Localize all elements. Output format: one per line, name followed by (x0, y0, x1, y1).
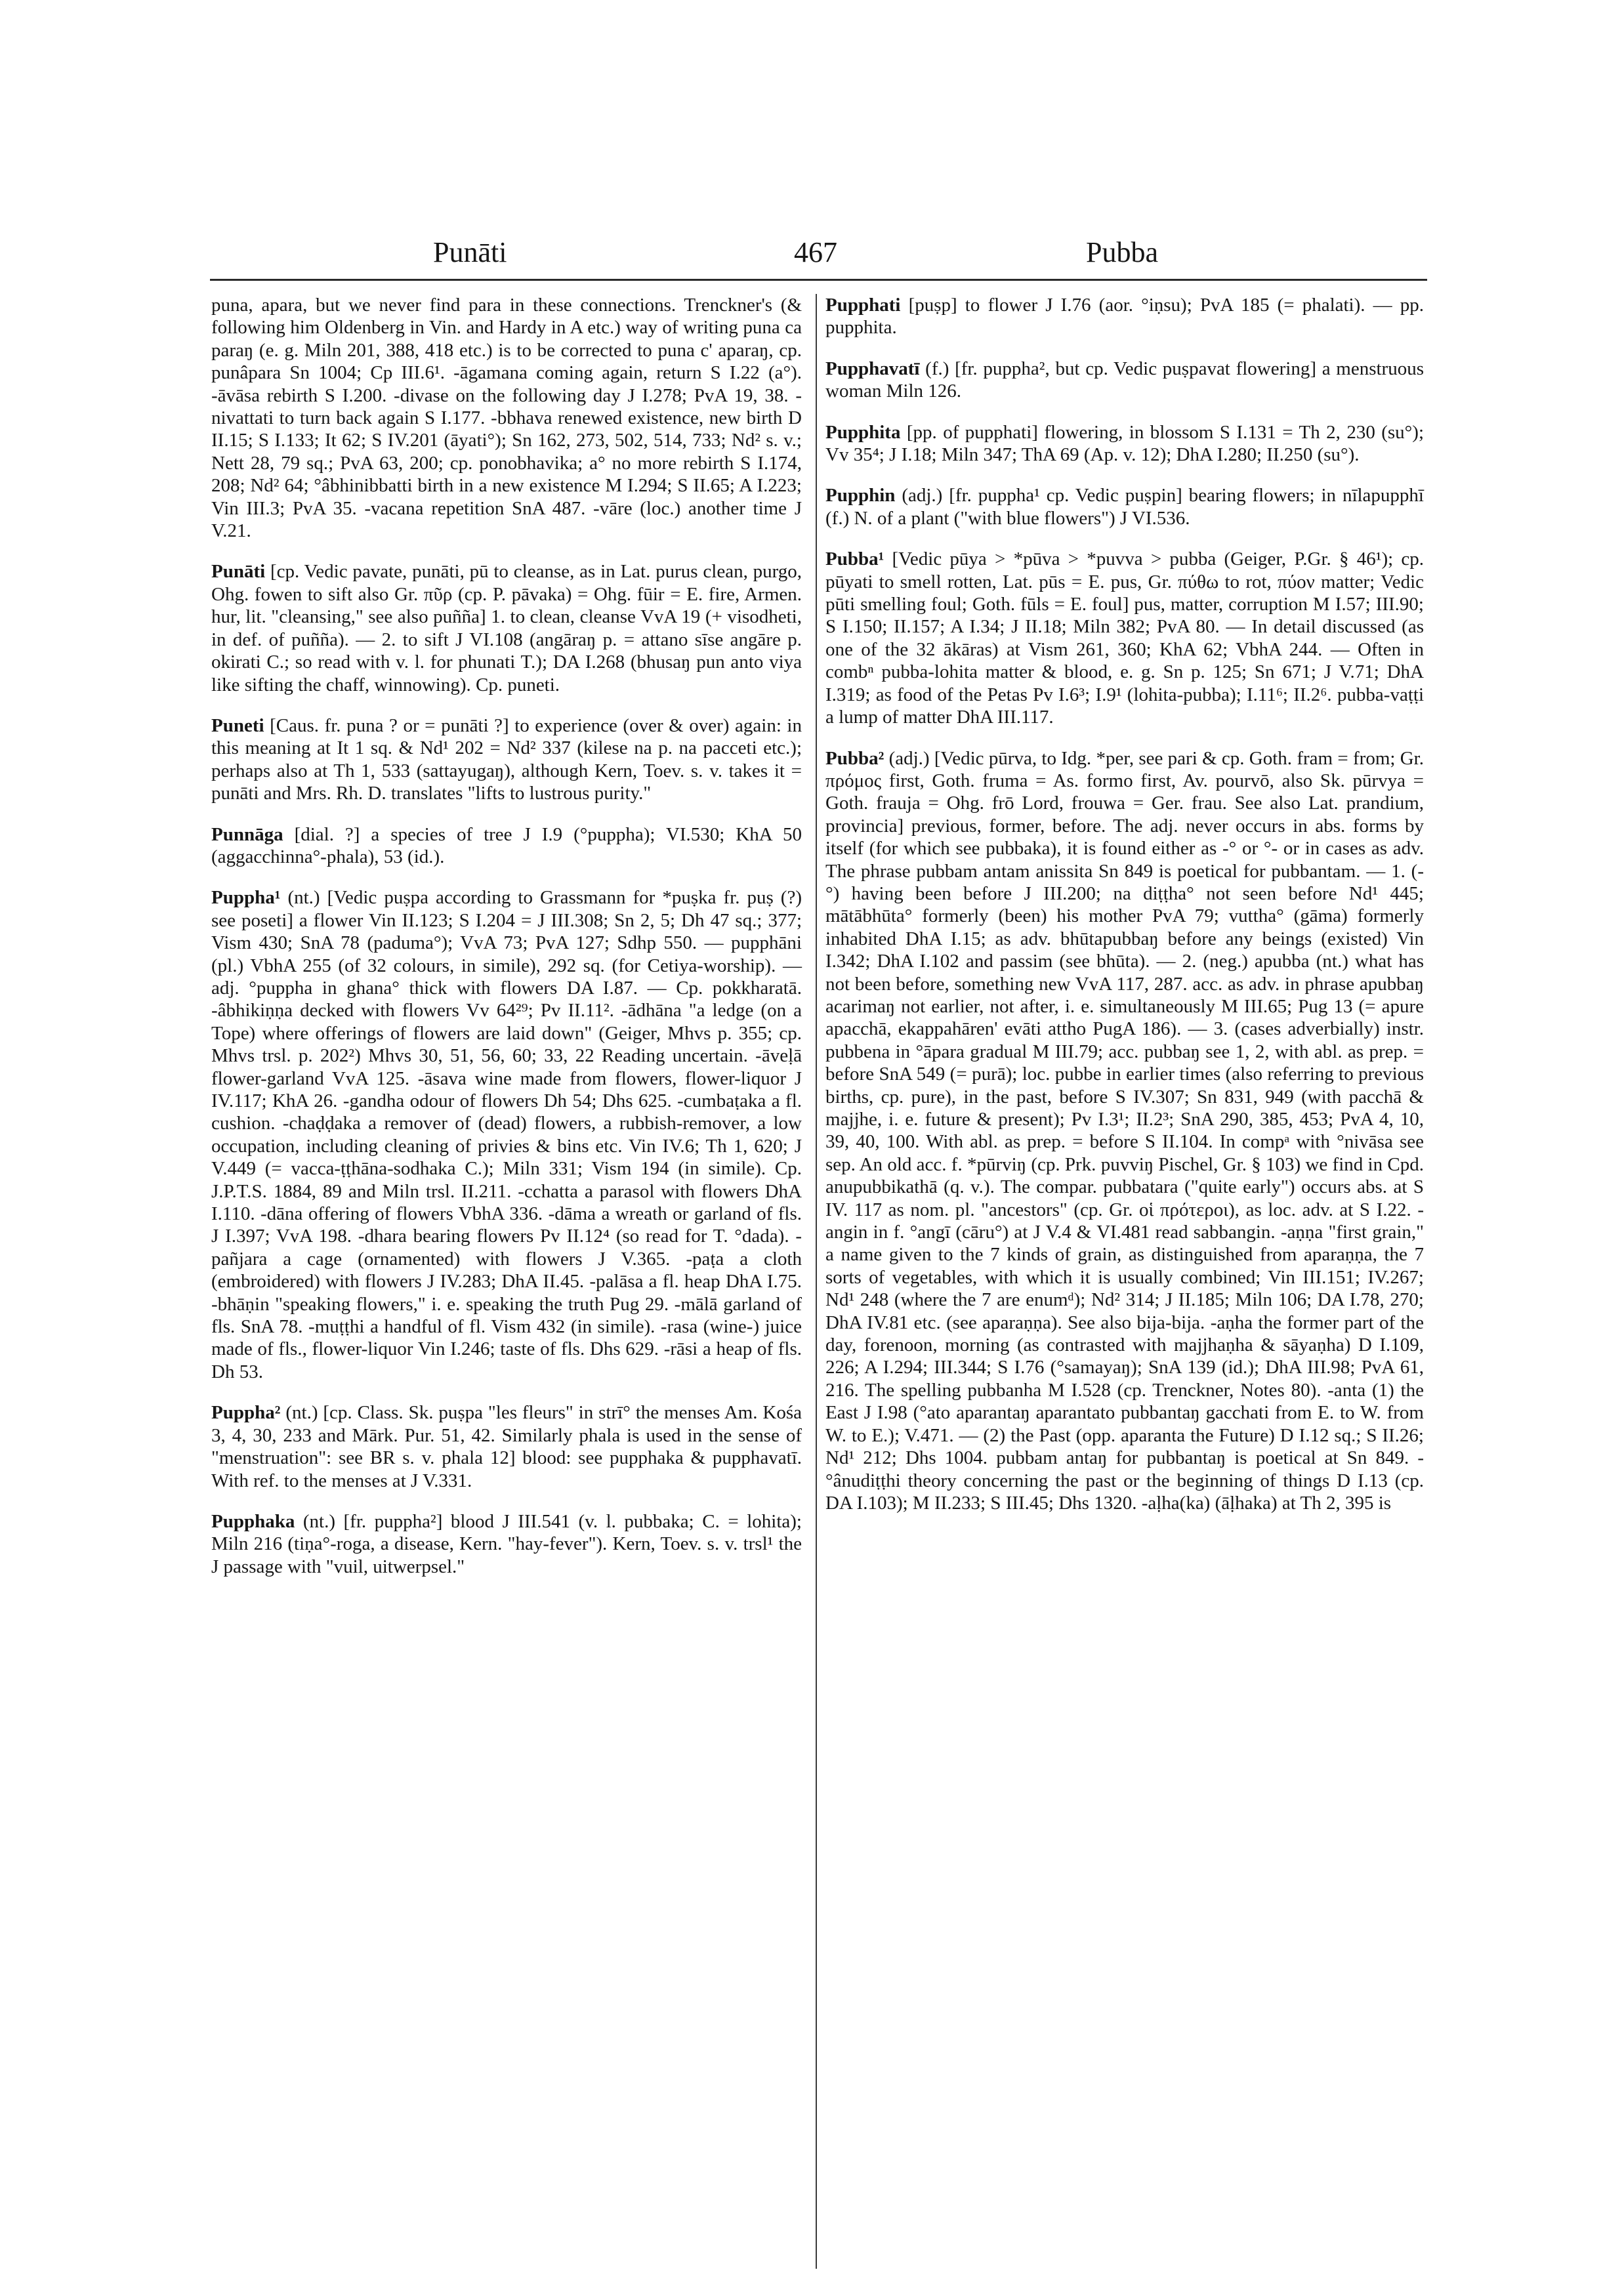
dictionary-entry (211, 1510, 802, 1578)
dictionary-entry (825, 358, 1424, 403)
header-rule-left (210, 279, 820, 281)
entry-headword: Pubba² (825, 747, 885, 769)
entry-body: (nt.) [Vedic puṣpa according to Grassmann for *puṣka fr. puṣ (?) see poseti] a flower Vin II.123; S I.204 = J III.308; Sn 2, 5; Dh 47 sq.; 377; Vism 430; SnA 78 (paduma°); VvA 73; PvA 127; Sdhp 550. — pupphāni (pl.) VbhA 255 (of 32 colours, in simile), 292 sq. (for Cetiya-worship). — adj. °puppha in ghana° thick with flowers DA I.87. — Cp. pokkharatā. -âbhikiṇṇa decked with flowers Vv 64²⁹; Pv II.11². -ādhāna "a ledge (on a Tope) where offerings of flowers are laid down" (Geiger, Mhvs p. 355; cp. Mhvs trsl. p. 202²) Mhvs 30, 51, 56, 60; 33, 22 Reading uncertain. -āveḷā flower-garland VvA 125. -āsava wine made from flowers, flower-liquor J IV.117; KhA 26. -gandha odour of flowers Dh 54; Dhs 625. -cumbaṭaka a fl. cushion. -chaḍḍaka a remover of (dead) flowers, a rubbish-remover, a low occupation, including cleaning of privies & bins etc. Vin IV.6; Th 1, 620; J V.449 (= vacca-ṭṭhāna-sodhaka C.); Miln 331; Vism 194 (in simile). Cp. J.P.T.S. 1884, 89 and Miln trsl. II.211. -cchatta a parasol with flowers DhA I.110. -dāna offering of flowers VbhA 336. -dāma a wreath or garland of fls. J I.397; VvA 198. -dhara bearing flowers Pv II.12⁴ (so read for T. °dada). -pañjara a cage (ornamented) with flowers J V.365. -paṭa a cloth (embroidered) with flowers J IV.283; DhA II.45. -palāsa a fl. heap DhA I.75. -bhāṇin "speaking flowers," i. e. speaking the truth Pug 29. -mālā garland of fls. SnA 78. -muṭṭhi a handful of fl. Vism 432 (in simile). -rasa (wine-) juice made of fls., flower-liquor Vin I.246; taste of fls. Dhs 629. -rāsi a heap of fls. Dh 53. (211, 887, 802, 1382)
entry-body: (nt.) [fr. puppha²] blood J III.541 (v. l. pubbaka; C. = lohita); Miln 216 (tiṇa°-roga, a disease, Kern. "hay-fever"). Kern, Toev. s. v. trsl¹ the J passage with "vuil, uitwerpsel." (211, 1510, 802, 1577)
entry-headword: Puppha¹ (211, 887, 281, 909)
dictionary-entry (211, 560, 802, 695)
dictionary-entry (825, 548, 1424, 728)
dictionary-entry (211, 886, 802, 1383)
entry-headword: Punāti (211, 561, 266, 583)
entry-body: (adj.) [Vedic pūrva, to Idg. *per, see pari & cp. Goth. fram = from; Gr. πρόμος first, Goth. fruma = As. formo first, Av. pourvō, also Sk. pūrvya = Goth. frauja = Ohg. frō Lord, frouwa = Ger. frau. See also Lat. prandium, provincia] previous, former, before. The adj. never occurs in abs. forms by itself (for which see pubbaka), it is found either as -° or °- or in cases as adv. The phrase pubbam antam anissita Sn 849 is poetical for pubbantam. — 1. (-°) having been before J III.200; na diṭṭha° not seen before Nd¹ 445; mātābhūta° formerly (been) his mother PvA 79; vuttha° (gāma) formerly inhabited DhA I.15; as adv. bhūtapubbaŋ before any beings (existed) Vin I.342; DhA I.102 and passim (see bhūta). — 2. (neg.) apubba (nt.) what has not been before, something new VvA 117, 287. acc. as adv. in phrase apubbaŋ acarimaŋ not earlier, not after, i. e. simultaneously M III.65; Pug 13 (= apure apacchā, ekappahāren' evāti attho PugA 186). — 3. (cases adverbially) instr. pubbena in °āpara gradual M III.79; acc. pubbaŋ see 1, 2, with abl. as prep. = before SnA 549 (= purā); loc. pubbe in earlier times (also referring to previous births, cp. pure), in the past, before S IV.307; Sn 831, 949 (with pacchā & majjhe, i. e. future & present); Pv I.3¹; II.2³; SnA 290, 385, 453; PvA 4, 10, 39, 40, 100. With abl. as prep. = before S II.104. In compᵃ with °nivāsa see sep. An old acc. f. *pūrviŋ (cp. Prk. puvviŋ Pischel, Gr. § 103) we find in Cpd. anupubbikathā (q. v.). The compar. pubbatara ("quite early") occurs abs. at S IV. 117 as nom. pl. "ancestors" (cp. Gr. οἱ πρότεροι), as loc. adv. at S I.22. -angin in f. °angī (cāru°) at J V.4 & VI.481 read sabbangin. -aṇṇa "first grain," a name given to the 7 kinds of grain, as distinguished from aparaṇṇa, the 7 sorts of vegetables, with which it is usually combined; Vin III.151; IV.267; Nd¹ 248 (where the 7 are enumᵈ); Nd² 314; J II.185; Miln 106; DA I.78, 270; DhA IV.81 etc. (see aparaṇṇa). See also bija-bija. -aṇha the former part of the day, forenoon, morning (as contrasted with majjhaṇha & sāyaṇha) D I.109, 226; A I.294; III.344; S I.76 (°samayaŋ); SnA 139 (id.); DhA III.98; PvA 61, 216. The spelling pubbanha M I.528 (cp. Trenckner, Notes 80). -anta (1) the East J I.98 (°ato aparantaŋ aparantato pubbantaŋ gacchati from E. to W. from W. to E.); V.471. — (2) the Past (opp. aparanta the Future) D I.12 sq.; S II.26; Nd¹ 212; Dhs 1004. pubbam antaŋ for pubbantaŋ is poetical at Sn 849. -°ânudiṭṭhi theory concerning the past or the beginning of things D I.13 (cp. DA I.103); M II.233; S III.45; Dhs 1320. -aḷha(ka) (āḷhaka) at Th 2, 395 is (825, 747, 1424, 1514)
entry-headword: Pubba¹ (825, 548, 885, 570)
page-number: 467 (794, 236, 837, 268)
entry-body: (adj.) [fr. puppha¹ cp. Vedic puṣpin] bearing flowers; in nīlapupphī (f.) N. of a plant ("with blue flowers") J VI.536. (825, 485, 1424, 529)
dictionary-entry (825, 294, 1424, 339)
entry-headword: Puneti (211, 714, 264, 736)
running-head-left: Punāti (433, 236, 507, 268)
dictionary-entry (211, 823, 802, 869)
entry-headword: Pupphin (825, 485, 896, 507)
entry-body: puna, apara, but we never find para in these connections. Trenckner's (& following him Oldenberg in Vin. and Hardy in A etc.) way of writing puna ca paraŋ (e. g. Miln 201, 388, 418 etc.) is to be corrected to puna c' aparaŋ, cp. punâpara Sn 1004; Cp III.6¹. -āgamana coming again, return S I.22 (a°). -āvāsa rebirth S I.200. -divase on the following day J I.278; PvA 19, 38. -nivattati to turn back again S I.177. -bbhava renewed existence, new birth D II.15; S I.133; It 62; S IV.201 (āyati°); Sn 162, 273, 502, 514, 733; Nd² s. v.; Nett 28, 79 sq.; PvA 63, 200; cp. ponobhavika; a° no more rebirth S I.174, 208; Nd² 64; °âbhinibbatti birth in a new existence M I.294; S II.65; A I.223; Vin III.3; PvA 35. -vacana repetition SnA 487. -vāre (loc.) another time J V.21. (211, 295, 802, 542)
dictionary-entry (211, 1401, 802, 1492)
entry-body: [dial. ?] a species of tree J I.9 (°puppha); VI.530; KhA 50 (aggacchinna°-phala), 53 (id.). (211, 823, 802, 867)
left-column (211, 294, 802, 1596)
running-head-right: Pubba (1086, 236, 1158, 268)
header-rule-right (820, 279, 1427, 281)
entry-headword: Puppha² (211, 1402, 281, 1424)
entry-body: (f.) [fr. puppha², but cp. Vedic puṣpavat flowering] a menstruous woman Miln 126. (825, 358, 1424, 402)
entry-headword: Pupphita (825, 421, 901, 443)
entry-body: (nt.) [cp. Class. Sk. puṣpa "les fleurs" in strī° the menses Am. Kośa 3, 4, 30, 233 and Mārk. Pur. 51, 42. Similarly phala is used in the sense of "menstruation": see BR s. v. phala 12] blood: see pupphaka & pupphavatī. With ref. to the menses at J V.331. (211, 1402, 802, 1491)
dictionary-entry (825, 421, 1424, 466)
entry-headword: Punnāga (211, 823, 283, 845)
entry-body: [cp. Vedic pavate, punāti, pū to cleanse, as in Lat. purus clean, purgo, Ohg. fowen to sift also Gr. πῦρ (cp. P. pāvaka) = Ohg. fūir = E. fire, Armen. hur, lit. "cleansing," see also puñña] 1. to clean, cleanse VvA 19 (+ visodheti, in def. of puñña). — 2. to sift J VI.108 (angāraŋ p. = attano sīse angāre p. okirati C.; so read with v. l. for phunati T.); DA I.268 (bhusaŋ pun anto viya like sifting the chaff, winnowing). Cp. puneti. (211, 561, 802, 695)
entry-headword: Pupphavatī (825, 358, 920, 379)
entry-headword: Pupphaka (211, 1510, 295, 1532)
dictionary-entry (825, 484, 1424, 529)
column-divider (816, 294, 817, 2269)
dictionary-entry (211, 294, 802, 542)
entry-headword: Pupphati (825, 295, 901, 316)
entry-body: [Vedic pūya > *pūva > *puvva > pubba (Geiger, P.Gr. § 46¹); cp. pūyati to smell rotten, Lat. pūs = E. pus, Gr. πύθω to rot, πύον matter; Vedic pūti smelling foul; Goth. fūls = E. foul] pus, matter, corruption M I.57; III.90; S I.150; II.157; A I.34; J II.18; Miln 382; PvA 80. — In detail discussed (as one of the 32 ākāras) at Vism 261, 360; KhA 62; VbhA 244. — Often in combⁿ pubba-lohita matter & blood, e. g. Sn p. 125; Sn 671; J V.71; DhA I.319; as food of the Petas Pv I.6³; I.9¹ (lohita-pubba); I.11⁶; II.2⁶. pubba-vaṭṭi a lump of matter DhA III.117. (825, 548, 1424, 728)
entry-body: [Caus. fr. puna ? or = punāti ?] to experience (over & over) again: in this meaning at It 1 sq. & Nd¹ 202 = Nd² 337 (kilese na p. na pacceti etc.); perhaps also at Th 1, 533 (sattayugaŋ), although Kern, Toev. s. v. takes it = punāti and Mrs. Rh. D. translates "lifts to lustrous purity." (211, 714, 802, 804)
entry-body: [pp. of pupphati] flowering, in blossom S I.131 = Th 2, 230 (su°); Vv 35⁴; J I.18; Miln 347; ThA 69 (Ap. v. 12); DhA I.280; II.250 (su°). (825, 421, 1424, 466)
dictionary-entry (825, 747, 1424, 1515)
dictionary-entry (211, 714, 802, 805)
right-column (825, 294, 1424, 1533)
entry-body: [puṣp] to flower J I.76 (aor. °iṇsu); PvA 185 (= phalati). — pp. pupphita. (825, 295, 1424, 339)
